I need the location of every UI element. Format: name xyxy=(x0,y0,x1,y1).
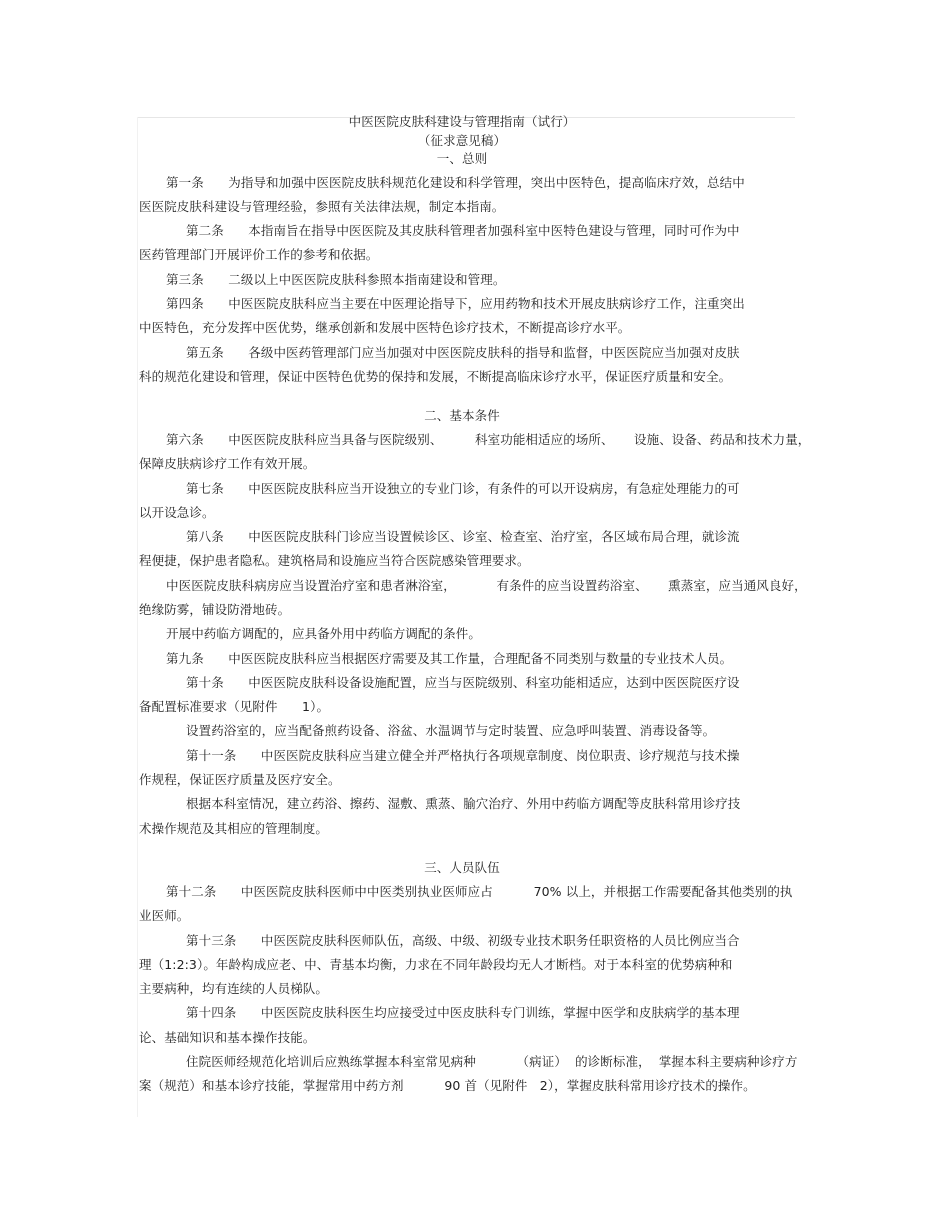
ward-paragraph-line-2: 绝缘防雾，铺设防滑地砖。 xyxy=(139,602,291,617)
article-7-line-2: 以开设急诊。 xyxy=(139,505,215,520)
compounding-paragraph: 开展中药临方调配的，应具备外用中药临方调配的条件。 xyxy=(166,626,482,641)
article-13-line-1: 第十三条 中医医院皮肤科医师队伍，高级、中级、初级专业技术职务任职资格的人员比例应当合 xyxy=(186,933,740,948)
ward-paragraph-line-1: 中医医院皮肤科病房应当设置治疗室和患者淋浴室， 有条件的应当设置药浴室、 熏蒸室，应当通风良好， xyxy=(166,578,807,593)
article-1-line-1: 第一条 为指导和加强中医医院皮肤科规范化建设和科学管理，突出中医特色，提高临床疗效，总结中 xyxy=(166,175,745,190)
resident-paragraph-line-2: 案（规范）和基本诊疗技能，掌握常用中药方剂 90 首（见附件 2），掌握皮肤科常用诊疗技术的操作。 xyxy=(139,1078,756,1093)
article-6-line-1: 第六条 中医医院皮肤科应当具备与医院级别、 科室功能相适应的场所、 设施、设备、药品和技术力量， xyxy=(166,432,811,447)
article-14-line-1: 第十四条 中医医院皮肤科医生均应接受过中医皮肤科专门训练，掌握中医学和皮肤病学的基本理 xyxy=(186,1005,740,1020)
procedures-paragraph-line-1: 根据本科室情况，建立药浴、擦药、湿敷、熏蒸、腧穴治疗、外用中药临方调配等皮肤科常用诊疗技 xyxy=(186,796,741,811)
article-8-line-1: 第八条 中医医院皮肤科门诊应当设置候诊区、诊室、检查室、治疗室，各区域布局合理，就诊流 xyxy=(186,529,740,544)
article-7-line-1: 第七条 中医医院皮肤科应当开设独立的专业门诊，有条件的可以开设病房，有急症处理能力的可 xyxy=(186,481,740,496)
article-1-line-2: 医医院皮肤科建设与管理经验，参照有关法律法规，制定本指南。 xyxy=(139,199,505,214)
article-6-line-2: 保障皮肤病诊疗工作有效开展。 xyxy=(139,456,316,471)
article-8-line-2: 程便捷，保护患者隐私。建筑格局和设施应当符合医院感染管理要求。 xyxy=(139,553,530,568)
document-subtitle: （征求意见稿） xyxy=(417,133,507,148)
section-heading-staff: 三、人员队伍 xyxy=(424,860,500,875)
article-4-line-2: 中医特色，充分发挥中医优势，继承创新和发展中医特色诊疗技术，不断提高诊疗水平。 xyxy=(139,320,631,335)
article-4-line-1: 第四条 中医医院皮肤科应当主要在中医理论指导下，应用药物和技术开展皮肤病诊疗工作，注重突出 xyxy=(166,296,745,311)
document-title: 中医医院皮肤科建设与管理指南（试行） xyxy=(348,114,576,129)
resident-paragraph-line-1: 住院医师经规范化培训后应熟练掌握本科室常见病种 （病证） 的诊断标准， 掌握本科主要病种诊疗方 xyxy=(186,1054,798,1069)
article-2-line-2: 医药管理部门开展评价工作的参考和依据。 xyxy=(139,247,379,262)
article-11-line-1: 第十一条 中医医院皮肤科应当建立健全并严格执行各项规章制度、岗位职责、诊疗规范与技术操 xyxy=(186,748,740,763)
article-10-line-2: 备配置标准要求（见附件 1）。 xyxy=(139,699,330,714)
article-5-line-2: 科的规范化建设和管理，保证中医特色优势的保持和发展，不断提高临床诊疗水平，保证医疗质量和安全。 xyxy=(139,369,732,384)
article-11-line-2: 作规程，保证医疗质量及医疗安全。 xyxy=(139,772,341,787)
article-13-line-3: 主要病种，均有连续的人员梯队。 xyxy=(139,981,329,996)
article-10-line-1: 第十条 中医医院皮肤科设备设施配置，应当与医院级别、科室功能相适应，达到中医医院医疗设 xyxy=(186,675,740,690)
article-12-line-1: 第十二条 中医医院皮肤科医师中中医类别执业医师应占 70% 以上，并根据工作需要配备其他类别的执 xyxy=(166,884,793,899)
section-heading-basic-conditions: 二、基本条件 xyxy=(424,408,500,423)
article-3-line-1: 第三条 二级以上中医医院皮肤科参照本指南建设和管理。 xyxy=(166,272,506,287)
article-5-line-1: 第五条 各级中医药管理部门应当加强对中医医院皮肤科的指导和监督，中医医院应当加强对皮肤 xyxy=(186,345,740,360)
procedures-paragraph-line-2: 术操作规范及其相应的管理制度。 xyxy=(139,821,329,836)
section-heading-general: 一、总则 xyxy=(436,151,488,166)
bath-room-paragraph: 设置药浴室的，应当配备煎药设备、浴盆、水温调节与定时装置、应急呼叫装置、消毒设备等。 xyxy=(186,723,716,738)
left-margin-rule xyxy=(137,117,138,1117)
article-9-line-1: 第九条 中医医院皮肤科应当根据医疗需要及其工作量，合理配备不同类别与数量的专业技术人员。 xyxy=(166,651,733,666)
article-2-line-1: 第二条 本指南旨在指导中医医院及其皮肤科管理者加强科室中医特色建设与管理，同时可作为中 xyxy=(186,223,740,238)
article-14-line-2: 论、基础知识和基本操作技能。 xyxy=(139,1030,316,1045)
article-12-line-2: 业医师。 xyxy=(139,908,190,923)
article-13-line-2: 理（1:2:3）。年龄构成应老、中、青基本均衡，力求在不同年龄段均无人才断档。对于本科室的优势病种和 xyxy=(139,957,733,972)
